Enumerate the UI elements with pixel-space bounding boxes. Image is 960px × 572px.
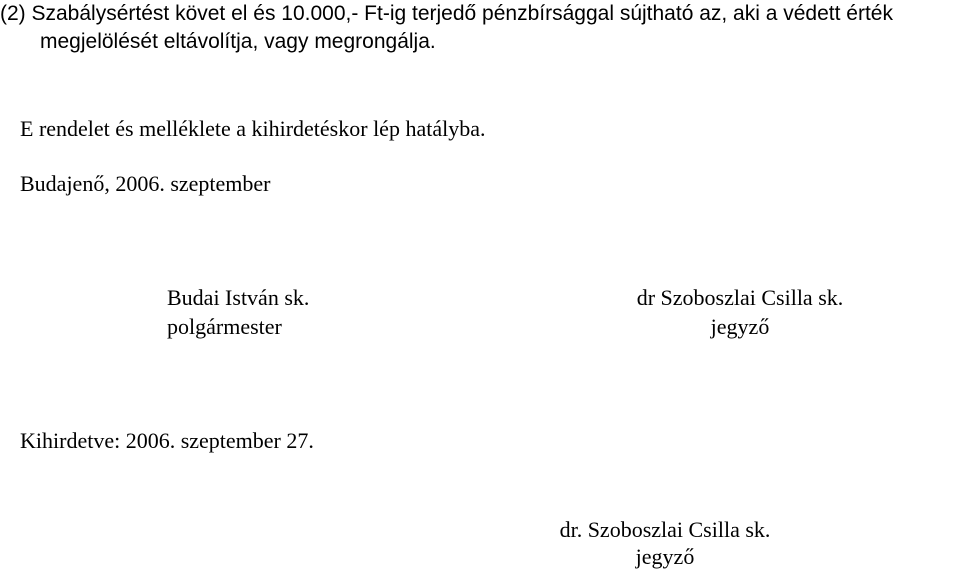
effective-clause: E rendelet és melléklete a kihirdetéskor lép hatályba. <box>20 116 486 141</box>
final-signature-name: dr. Szoboszlai Csilla sk. <box>559 517 771 542</box>
promulgation-date: Kihirdetve: 2006. szeptember 27. <box>20 428 314 453</box>
notary-name: dr Szoboszlai Csilla sk. <box>636 285 844 310</box>
mayor-name: Budai István sk. <box>167 285 310 310</box>
paragraph-2-line-2: megjelölését eltávolítja, vagy megrongálja. <box>40 30 436 53</box>
mayor-title: polgármester <box>167 314 282 339</box>
notary-title: jegyző <box>710 314 770 339</box>
final-signature-title: jegyző <box>635 544 695 569</box>
place-date: Budajenő, 2006. szeptember <box>20 171 271 196</box>
paragraph-2-line-1: (2) Szabálysértést követ el és 10.000,- Ft-ig terjedő pénzbírsággal sújtható az, aki a védett érték <box>0 2 893 25</box>
